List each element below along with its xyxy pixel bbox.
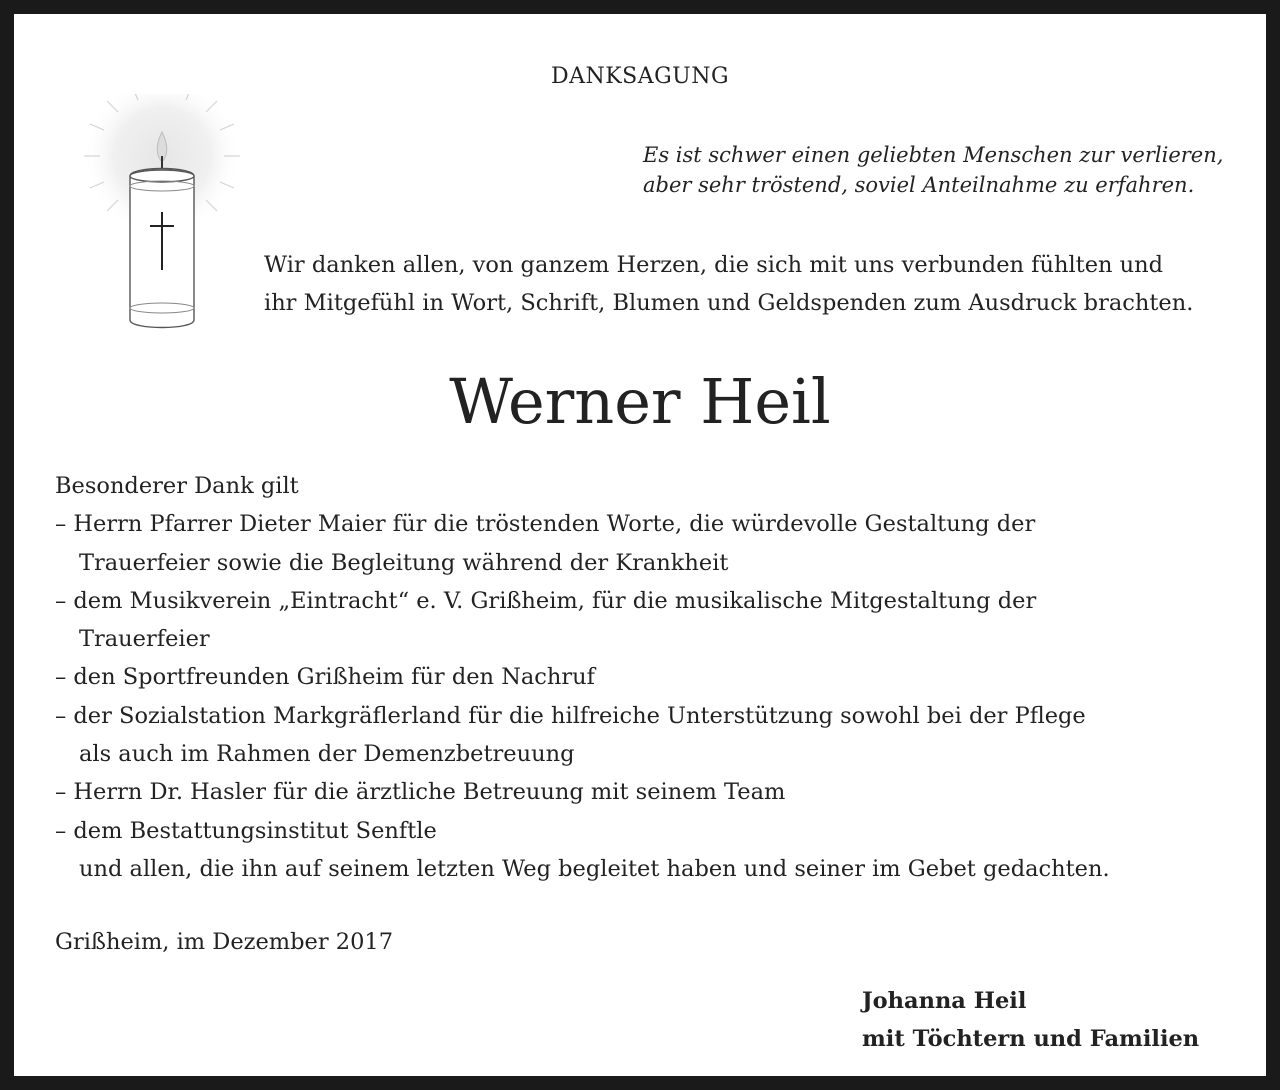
notice-heading: DANKSAGUNG — [550, 64, 730, 89]
list-item — [55, 505, 1235, 582]
quote-line: aber sehr tröstend, soviel Anteilnahme zu erfahren. — [643, 173, 1195, 197]
thanks-paragraph-line: Wir danken allen, von ganzem Herzen, die sich mit uns verbunden fühlten und — [264, 252, 1164, 278]
list-item-line: – Herrn Dr. Hasler für die ärztliche Betreuung mit seinem Team — [55, 779, 786, 806]
list-item-line: Trauerfeier — [79, 626, 210, 653]
list-item — [55, 812, 1235, 850]
list-item-line: – Herrn Pfarrer Dieter Maier für die tröstenden Worte, die würdevolle Gestaltung der — [55, 511, 1036, 538]
candle-icon — [62, 94, 252, 334]
signature — [862, 982, 1199, 1058]
special-thanks-intro: Besonderer Dank gilt — [55, 473, 299, 499]
thanks-paragraph-line: ihr Mitgefühl in Wort, Schrift, Blumen und Geldspenden zum Ausdruck brachten. — [264, 290, 1194, 316]
list-item-line: – den Sportfreunden Grißheim für den Nachruf — [55, 664, 595, 691]
list-item-line: Trauerfeier sowie die Begleitung während der Krankheit — [79, 549, 729, 576]
quote — [643, 140, 1243, 200]
place-date: Grißheim, im Dezember 2017 — [55, 929, 394, 955]
list-item — [55, 658, 1235, 696]
quote-line: Es ist schwer einen geliebten Menschen zur verlieren, — [643, 143, 1224, 167]
list-item-line: – dem Musikverein „Eintracht“ e. V. Grißheim, für die musikalische Mitgestaltung der — [55, 587, 1037, 614]
deceased-name: Werner Heil — [449, 365, 831, 438]
closing-line: und allen, die ihn auf seinem letzten Weg begleitet haben und seiner im Gebet gedachten. — [79, 855, 1110, 882]
list-item — [55, 697, 1235, 774]
list-item-line: – dem Bestattungsinstitut Senftle — [55, 817, 437, 844]
signature-name: Johanna Heil — [862, 988, 1027, 1014]
special-thanks-section — [55, 467, 1235, 888]
list-item-line: als auch im Rahmen der Demenzbetreuung — [79, 741, 575, 768]
list-item — [55, 773, 1235, 811]
signature-family: mit Töchtern und Familien — [862, 1026, 1200, 1052]
list-item-line: – der Sozialstation Markgräflerland für die hilfreiche Unterstützung sowohl bei der Pflege — [55, 702, 1086, 729]
list-item — [55, 582, 1235, 659]
thanks-paragraph — [264, 246, 1244, 322]
obituary-notice — [14, 14, 1266, 1076]
